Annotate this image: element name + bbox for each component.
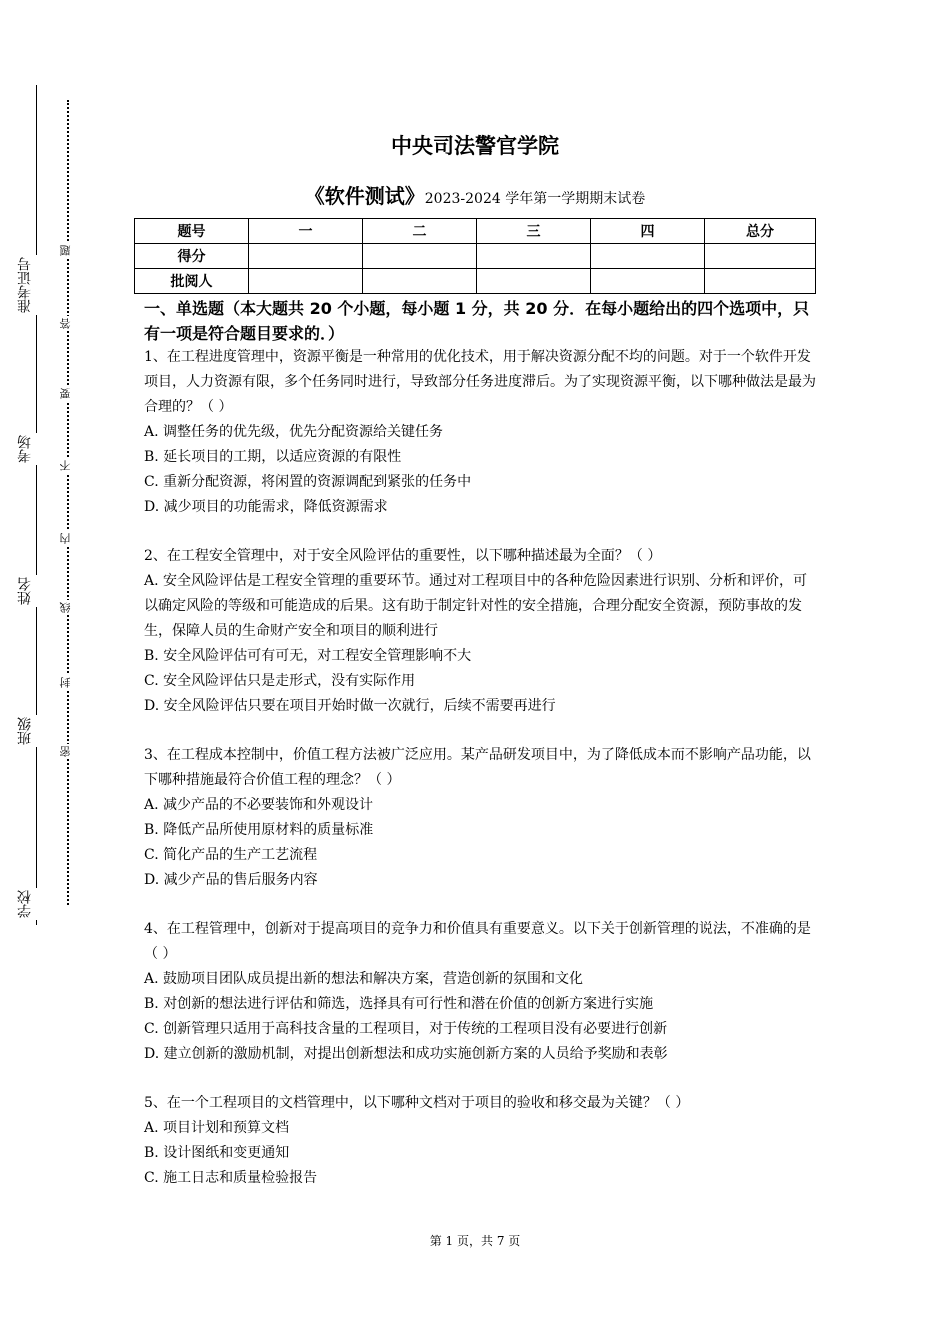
- question-4: [144, 917, 816, 1067]
- option-a: A. 安全风险评估是工程安全管理的重要环节。通过对工程项目中的各种危险因素进行识别、分析和评价，可以确定风险的等级和可能造成的后果。这有助于制定针对性的安全措施，合理分配安全资源，预防事故的发生，保障人员的生命财产安全和项目的顺利进行: [144, 573, 808, 639]
- seal-char: 要: [60, 386, 76, 401]
- option-c: C. 创新管理只适用于高科技含量的工程项目，对于传统的工程项目没有必要进行创新: [144, 1021, 668, 1037]
- exam-term: 2023-2024 学年第一学期期末试卷: [424, 191, 646, 207]
- score-row-label: 得分: [135, 244, 249, 269]
- option-b: B. 延长项目的工期，以适应资源的有限性: [144, 449, 402, 465]
- seal-char: 封: [60, 675, 76, 690]
- option-c: C. 重新分配资源，将闲置的资源调配到紧张的任务中: [144, 474, 472, 490]
- option-c: C. 施工日志和质量检验报告: [144, 1170, 318, 1186]
- reviewer-cell: [477, 269, 591, 294]
- option-a: A. 减少产品的不必要装饰和外观设计: [144, 797, 374, 813]
- option-a: A. 调整任务的优先级，优先分配资源给关键任务: [144, 424, 444, 440]
- score-cell: [705, 244, 816, 269]
- seal-char: 答: [60, 316, 76, 331]
- binding-margin-line: [36, 85, 37, 925]
- course-name: 《软件测试》: [304, 184, 425, 208]
- option-b: B. 降低产品所使用原材料的质量标准: [144, 822, 374, 838]
- question-stem: 2、在工程安全管理中，对于安全风险评估的重要性，以下哪种描述最为全面？（ ）: [144, 548, 662, 564]
- score-table: [134, 218, 816, 294]
- option-a: A. 项目计划和预算文档: [144, 1120, 290, 1136]
- score-cell: [363, 244, 477, 269]
- reviewer-cell: [249, 269, 363, 294]
- score-header-cell: 四: [591, 219, 705, 244]
- section-heading: 一、单选题（本大题共 20 个小题，每小题 1 分，共 20 分．在每小题给出的四个选项中，只有一项是符合题目要求的．）: [144, 299, 810, 343]
- option-b: B. 安全风险评估可有可无，对工程安全管理影响不大: [144, 648, 472, 664]
- option-c: C. 安全风险评估只是走形式，没有实际作用: [144, 673, 416, 689]
- school-name: 中央司法警官学院: [391, 134, 559, 158]
- seal-char: 不: [60, 458, 76, 473]
- reviewer-cell: [363, 269, 477, 294]
- reviewer-cell: [705, 269, 816, 294]
- seal-char: 线: [60, 600, 76, 615]
- option-a: A. 鼓励项目团队成员提出新的想法和解决方案，营造创新的氛围和文化: [144, 971, 584, 987]
- score-header-cell: 总分: [705, 219, 816, 244]
- seal-char: 题: [60, 243, 76, 258]
- question-3: [144, 743, 816, 893]
- reviewer-row-label: 批阅人: [135, 269, 249, 294]
- margin-label-name: 姓名: [18, 575, 48, 607]
- seal-char: 内: [60, 531, 76, 546]
- option-b: B. 设计图纸和变更通知: [144, 1145, 290, 1161]
- margin-label-exam-room: 考场: [18, 433, 48, 465]
- page-footer: 第 1 页，共 7 页: [429, 1234, 521, 1248]
- option-b: B. 对创新的想法进行评估和筛选，选择具有可行性和潜在价值的创新方案进行实施: [144, 996, 654, 1012]
- reviewer-cell: [591, 269, 705, 294]
- option-d: D. 建立创新的激励机制，对提出创新想法和成功实施创新方案的人员给予奖励和表彰: [144, 1046, 668, 1062]
- question-2: [144, 544, 816, 719]
- score-header-cell: 三: [477, 219, 591, 244]
- question-stem: 5、在一个工程项目的文档管理中，以下哪种文档对于项目的验收和移交最为关键？（ ）: [144, 1095, 690, 1111]
- margin-label-class: 班级: [18, 715, 48, 747]
- option-c: C. 简化产品的生产工艺流程: [144, 847, 318, 863]
- margin-label-school: 学校: [18, 888, 48, 920]
- margin-label-exam-number: 准考证号: [18, 255, 48, 315]
- score-cell: [249, 244, 363, 269]
- question-5: [144, 1091, 816, 1191]
- score-table-header-row: [135, 219, 816, 244]
- score-cell: [591, 244, 705, 269]
- exam-title: [0, 180, 950, 209]
- option-d: D. 减少项目的功能需求，降低资源需求: [144, 499, 388, 515]
- question-stem: 1、在工程进度管理中，资源平衡是一种常用的优化技术，用于解决资源分配不均的问题。对于一个软件开发项目，人力资源有限，多个任务同时进行，导致部分任务进度滞后。为了实现资源平衡，以下哪种做法是最为合理的？（ ）: [144, 349, 816, 415]
- question-stem: 3、在工程成本控制中，价值工程方法被广泛应用。某产品研发项目中，为了降低成本而不影响产品功能，以下哪种措施最符合价值工程的理念？（ ）: [144, 747, 811, 788]
- score-header-cell: 题号: [135, 219, 249, 244]
- score-header-cell: 二: [363, 219, 477, 244]
- score-row: [135, 244, 816, 269]
- question-stem: 4、在工程管理中，创新对于提高项目的竞争力和价值具有重要意义。以下关于创新管理的说法，不准确的是（ ）: [144, 921, 811, 962]
- score-header-cell: 一: [249, 219, 363, 244]
- reviewer-row: [135, 269, 816, 294]
- seal-dotted-line: [67, 100, 69, 905]
- seal-char: 密: [60, 744, 76, 759]
- option-d: D. 安全风险评估只要在项目开始时做一次就行，后续不需要再进行: [144, 698, 556, 714]
- question-list: [144, 345, 816, 1215]
- score-cell: [477, 244, 591, 269]
- question-1: [144, 345, 816, 520]
- option-d: D. 减少产品的售后服务内容: [144, 872, 318, 888]
